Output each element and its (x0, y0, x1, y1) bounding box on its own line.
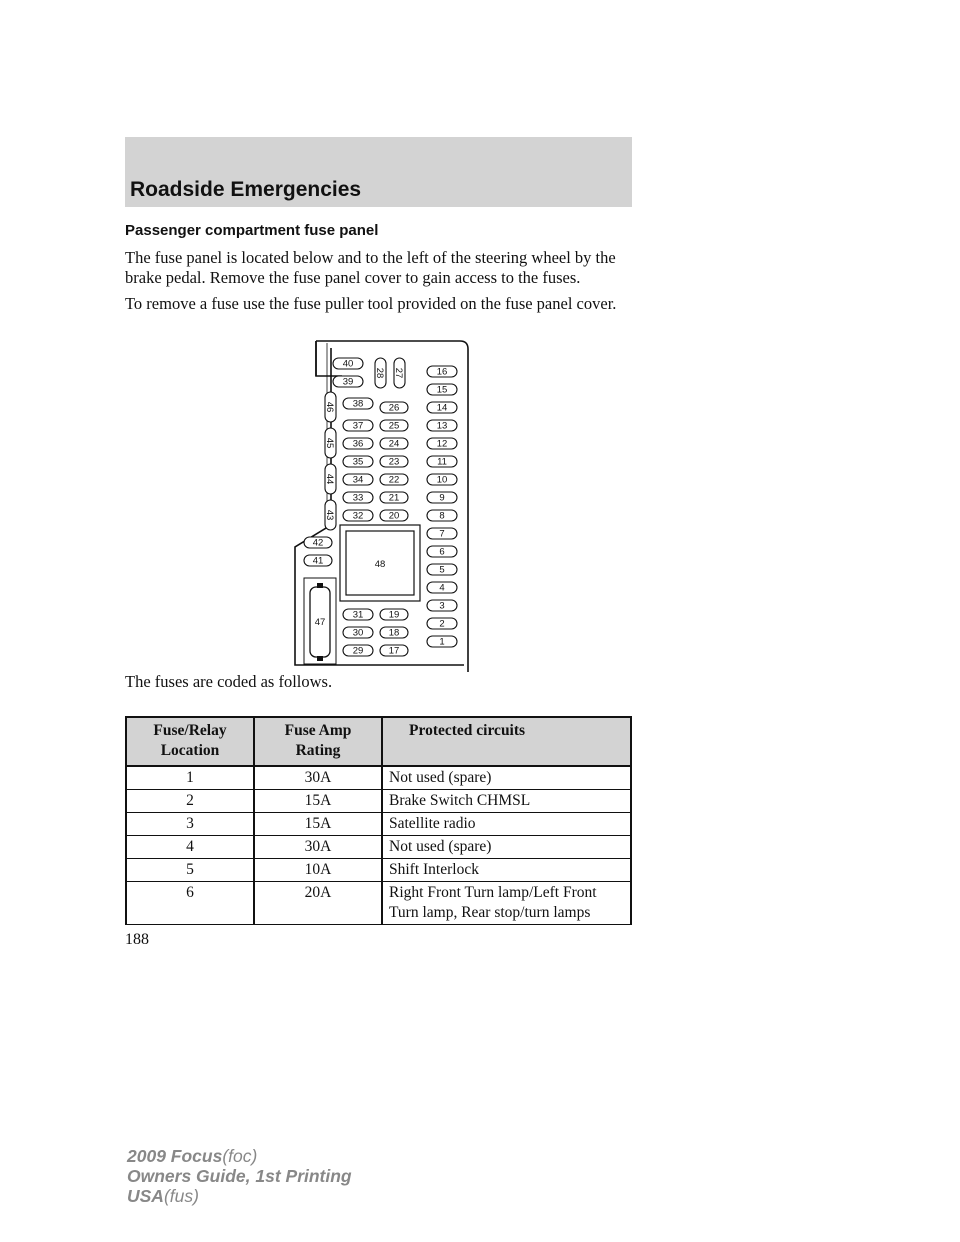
fuse-label: 30 (352, 627, 364, 639)
cell-circuits: Brake Switch CHMSL (382, 790, 631, 813)
fuse-table (125, 716, 632, 925)
footer-model-code: (foc) (222, 1146, 258, 1166)
cell-rating: 10A (254, 859, 382, 882)
fuse-label: 15 (436, 384, 448, 396)
table-row (126, 836, 631, 859)
fuse-label: 27 (393, 367, 404, 379)
fuse-label: 1 (439, 636, 445, 648)
cell-rating: 20A (254, 882, 382, 925)
cell-location: 3 (126, 813, 254, 836)
footer-market-code: (fus) (163, 1186, 199, 1206)
fuse-label: 21 (388, 492, 400, 504)
cell-location: 2 (126, 790, 254, 813)
fuse-label: 19 (388, 609, 400, 621)
page-number: 188 (125, 931, 149, 948)
fuse-label: 31 (352, 609, 364, 621)
fuse-label: 46 (324, 401, 335, 413)
table-row (126, 813, 631, 836)
fuse-label: 2 (439, 618, 445, 630)
fuse-label: 6 (439, 546, 445, 558)
relay-label: 48 (374, 559, 386, 570)
table-header-row (126, 717, 631, 766)
cell-location: 4 (126, 836, 254, 859)
header-rating: Fuse Amp Rating (254, 717, 382, 766)
fuse-label: 44 (324, 473, 335, 485)
page-header-title: Roadside Emergencies (130, 178, 362, 201)
fuse-label: 33 (352, 492, 364, 504)
footer-line-1 (127, 1146, 352, 1166)
fuse-label: 4 (439, 582, 445, 594)
fuse-label: 18 (388, 627, 400, 639)
relay-label: 47 (314, 617, 326, 628)
cell-circuits: Shift Interlock (382, 859, 631, 882)
cell-rating: 15A (254, 790, 382, 813)
fuse-label: 38 (352, 398, 364, 410)
header-circuits: Protected circuits (382, 717, 631, 766)
cell-circuits: Not used (spare) (382, 766, 631, 790)
header-location: Fuse/Relay Location (126, 717, 254, 766)
fuse-label: 9 (439, 492, 445, 504)
fuse-label: 45 (324, 437, 335, 449)
cell-circuits: Right Front Turn lamp/Left Front Turn lamp, Rear stop/turn lamps (382, 882, 631, 925)
cell-rating: 15A (254, 813, 382, 836)
relay-47 (310, 583, 330, 661)
fuse-label: 17 (388, 645, 400, 657)
fuse-label: 20 (388, 510, 400, 522)
fuse-label: 10 (436, 474, 448, 486)
vertical-side-fuses (324, 392, 336, 530)
cell-circuits: Satellite radio (382, 813, 631, 836)
fuse-label: 11 (437, 456, 447, 468)
fuse-label: 16 (436, 366, 448, 378)
fuse-label: 34 (352, 474, 364, 486)
fuse-label: 36 (352, 438, 364, 450)
fuse-label: 7 (439, 528, 445, 540)
fuse-label: 8 (439, 510, 445, 522)
fuse-label: 24 (388, 438, 400, 450)
cell-circuits: Not used (spare) (382, 836, 631, 859)
removal-paragraph: To remove a fuse use the fuse puller tool provided on the fuse panel cover. (125, 294, 617, 313)
side-fuses (304, 537, 332, 567)
fuse-panel-diagram (294, 340, 474, 672)
fuse-label: 37 (352, 420, 364, 432)
section-title: Passenger compartment fuse panel (125, 222, 379, 239)
table-row (126, 766, 631, 790)
fuse-label: 22 (388, 474, 400, 486)
vertical-top-fuses (374, 358, 405, 388)
location-paragraph: The fuse panel is located below and to the left of the steering wheel by the brake pedal. Remove the fuse panel cover to gain access to the fuses. (125, 248, 616, 287)
fuse-label: 41 (312, 555, 324, 567)
cell-location: 1 (126, 766, 254, 790)
fuse-label: 28 (374, 367, 385, 379)
fuse-label: 35 (352, 456, 364, 468)
fuse-label: 26 (388, 402, 400, 414)
fuse-label: 43 (324, 509, 335, 521)
print-footer (127, 1146, 352, 1206)
footer-line-2: Owners Guide, 1st Printing (127, 1166, 352, 1186)
fuse-label: 32 (352, 510, 364, 522)
table-row (126, 882, 631, 925)
fuse-label: 39 (342, 376, 354, 388)
table-row (126, 790, 631, 813)
fuse-label: 29 (352, 645, 364, 657)
footer-line-3 (127, 1186, 352, 1206)
cell-rating: 30A (254, 766, 382, 790)
fuse-label: 25 (388, 420, 400, 432)
fuse-label: 13 (436, 420, 448, 432)
cell-location: 5 (126, 859, 254, 882)
fuse-label: 14 (436, 402, 448, 414)
fuse-label: 12 (436, 438, 448, 450)
fuse-label: 40 (342, 358, 354, 370)
footer-market: USA (127, 1186, 164, 1206)
table-row (126, 859, 631, 882)
fuse-label: 3 (439, 600, 445, 612)
fuse-label: 42 (312, 537, 324, 549)
relay-48 (340, 525, 420, 601)
cell-rating: 30A (254, 836, 382, 859)
fuse-label: 23 (388, 456, 400, 468)
cell-location: 6 (126, 882, 254, 925)
table-intro: The fuses are coded as follows. (125, 672, 333, 691)
fuse-label: 5 (439, 564, 445, 576)
footer-model: 2009 Focus (127, 1146, 223, 1166)
right-fuse-column (427, 366, 457, 648)
left-fuse-column (333, 358, 373, 657)
